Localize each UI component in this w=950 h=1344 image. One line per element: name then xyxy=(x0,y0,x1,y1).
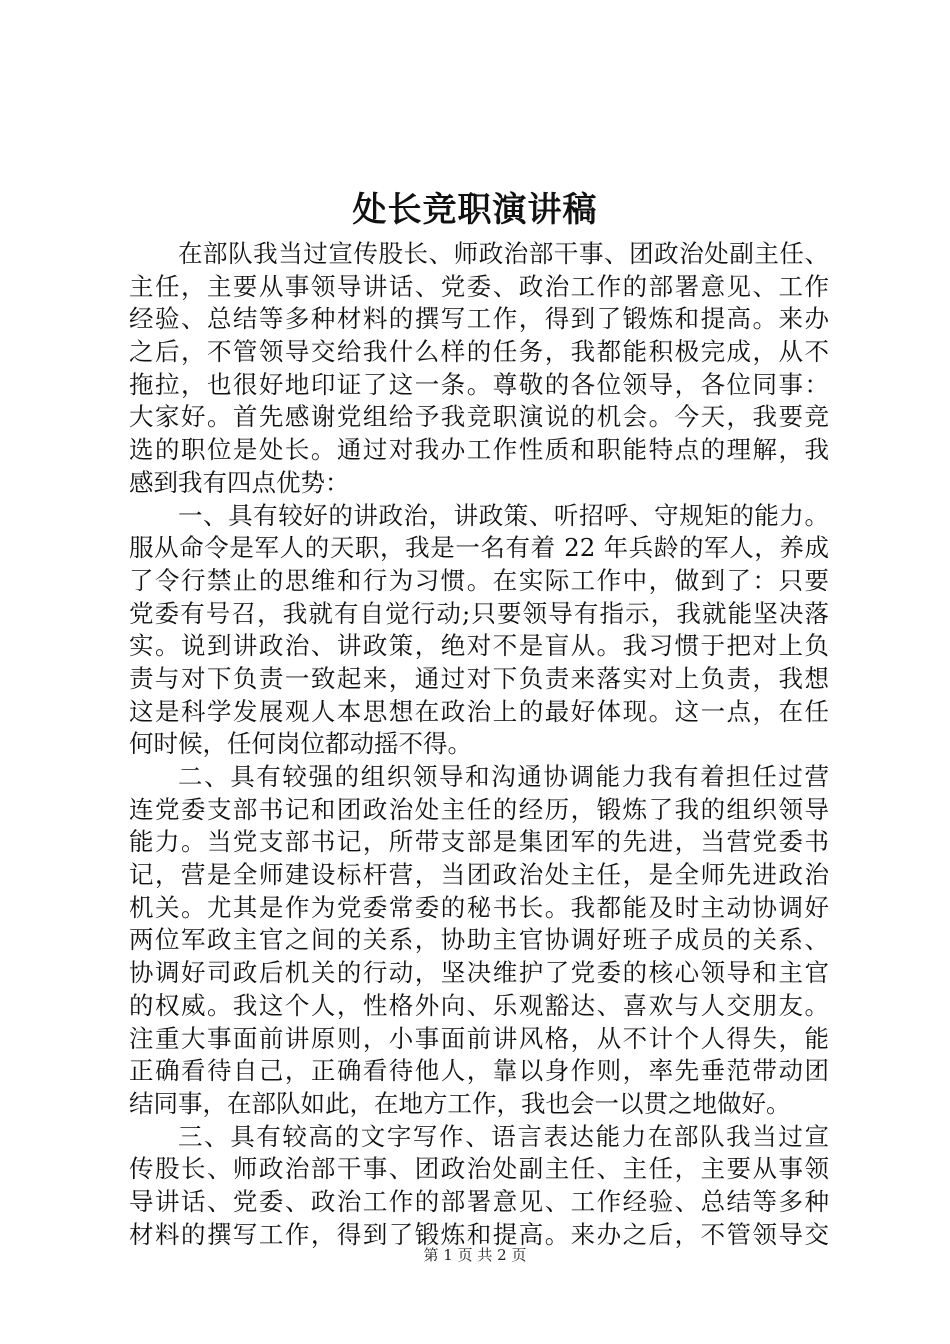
body-line: 拖拉，也很好地印证了这一条。尊敬的各位领导，各位同事： xyxy=(129,369,829,399)
body-line: 了令行禁止的思维和行为习惯。在实际工作中，做到了：只要 xyxy=(129,565,829,595)
body-line: 三、具有较高的文字写作、语言表达能力在部队我当过宣 xyxy=(178,1121,829,1151)
body-line: 一、具有较好的讲政治，讲政策、听招呼、守规矩的能力。 xyxy=(178,500,829,530)
body-line: 二、具有较强的组织领导和沟通协调能力我有着担任过营 xyxy=(178,762,829,791)
body-line: 能力。当党支部书记，所带支部是集团军的先进，当营党委书 xyxy=(129,827,829,857)
body-line: 的权威。我这个人，性格外向、乐观豁达、喜欢与人交朋友。 xyxy=(129,990,829,1020)
body-line: 大家好。首先感谢党组给予我竞职演说的机会。今天，我要竞 xyxy=(129,402,829,432)
body-line: 记，营是全师建设标杆营，当团政治处主任，是全师先进政治 xyxy=(129,860,829,890)
document-title: 处长竞职演讲稿 xyxy=(352,190,598,230)
body-line: 材料的撰写工作，得到了锻炼和提高。来办之后，不管领导交 xyxy=(129,1219,829,1249)
body-line: 这是科学发展观人本思想在政治上的最好体现。这一点，在任 xyxy=(129,696,829,726)
body-line: 党委有号召，我就有自觉行动;只要领导有指示，我就能坚决落 xyxy=(129,598,829,628)
body-line: 何时候，任何岗位都动摇不得。 xyxy=(129,729,472,759)
body-line: 服从命令是军人的天职，我是一名有着 22 年兵龄的军人，养成 xyxy=(129,533,829,563)
body-line: 选的职位是处长。通过对我办工作性质和职能特点的理解，我 xyxy=(129,435,829,465)
body-line: 正确看待自己，正确看待他人，靠以身作则，率先垂范带动团 xyxy=(129,1056,829,1086)
document-body xyxy=(129,238,829,1251)
body-line: 责与对下负责一致起来，通过对下负责来落实对上负责，我想 xyxy=(129,663,829,693)
body-line: 传股长、师政治部干事、团政治处副主任、主任，主要从事领 xyxy=(129,1154,829,1184)
body-line: 两位军政主官之间的关系，协助主官协调好班子成员的关系、 xyxy=(129,925,829,955)
body-line: 注重大事面前讲原则，小事面前讲风格，从不计个人得失，能 xyxy=(129,1023,829,1053)
body-line: 之后，不管领导交给我什么样的任务，我都能积极完成，从不 xyxy=(129,337,829,367)
page-footer: 第 1 页 共 2 页 xyxy=(423,1246,527,1264)
body-line: 经验、总结等多种材料的撰写工作，得到了锻炼和提高。来办 xyxy=(129,304,829,334)
body-line: 感到我有四点优势： xyxy=(129,467,350,497)
body-line: 机关。尤其是作为党委常委的秘书长。我都能及时主动协调好 xyxy=(129,892,829,922)
body-line: 主任，主要从事领导讲话、党委、政治工作的部署意见、工作 xyxy=(129,271,829,301)
body-line: 协调好司政后机关的行动，坚决维护了党委的核心领导和主官 xyxy=(129,958,829,988)
body-line: 结同事，在部队如此，在地方工作，我也会一以贯之地做好。 xyxy=(129,1088,791,1118)
body-line: 导讲话、党委、政治工作的部署意见、工作经验、总结等多种 xyxy=(129,1186,829,1216)
body-line: 连党委支部书记和团政治处主任的经历，锻炼了我的组织领导 xyxy=(129,794,829,824)
body-line: 在部队我当过宣传股长、师政治部干事、团政治处副主任、 xyxy=(178,239,829,268)
body-line: 实。说到讲政治、讲政策，绝对不是盲从。我习惯于把对上负 xyxy=(129,631,829,661)
